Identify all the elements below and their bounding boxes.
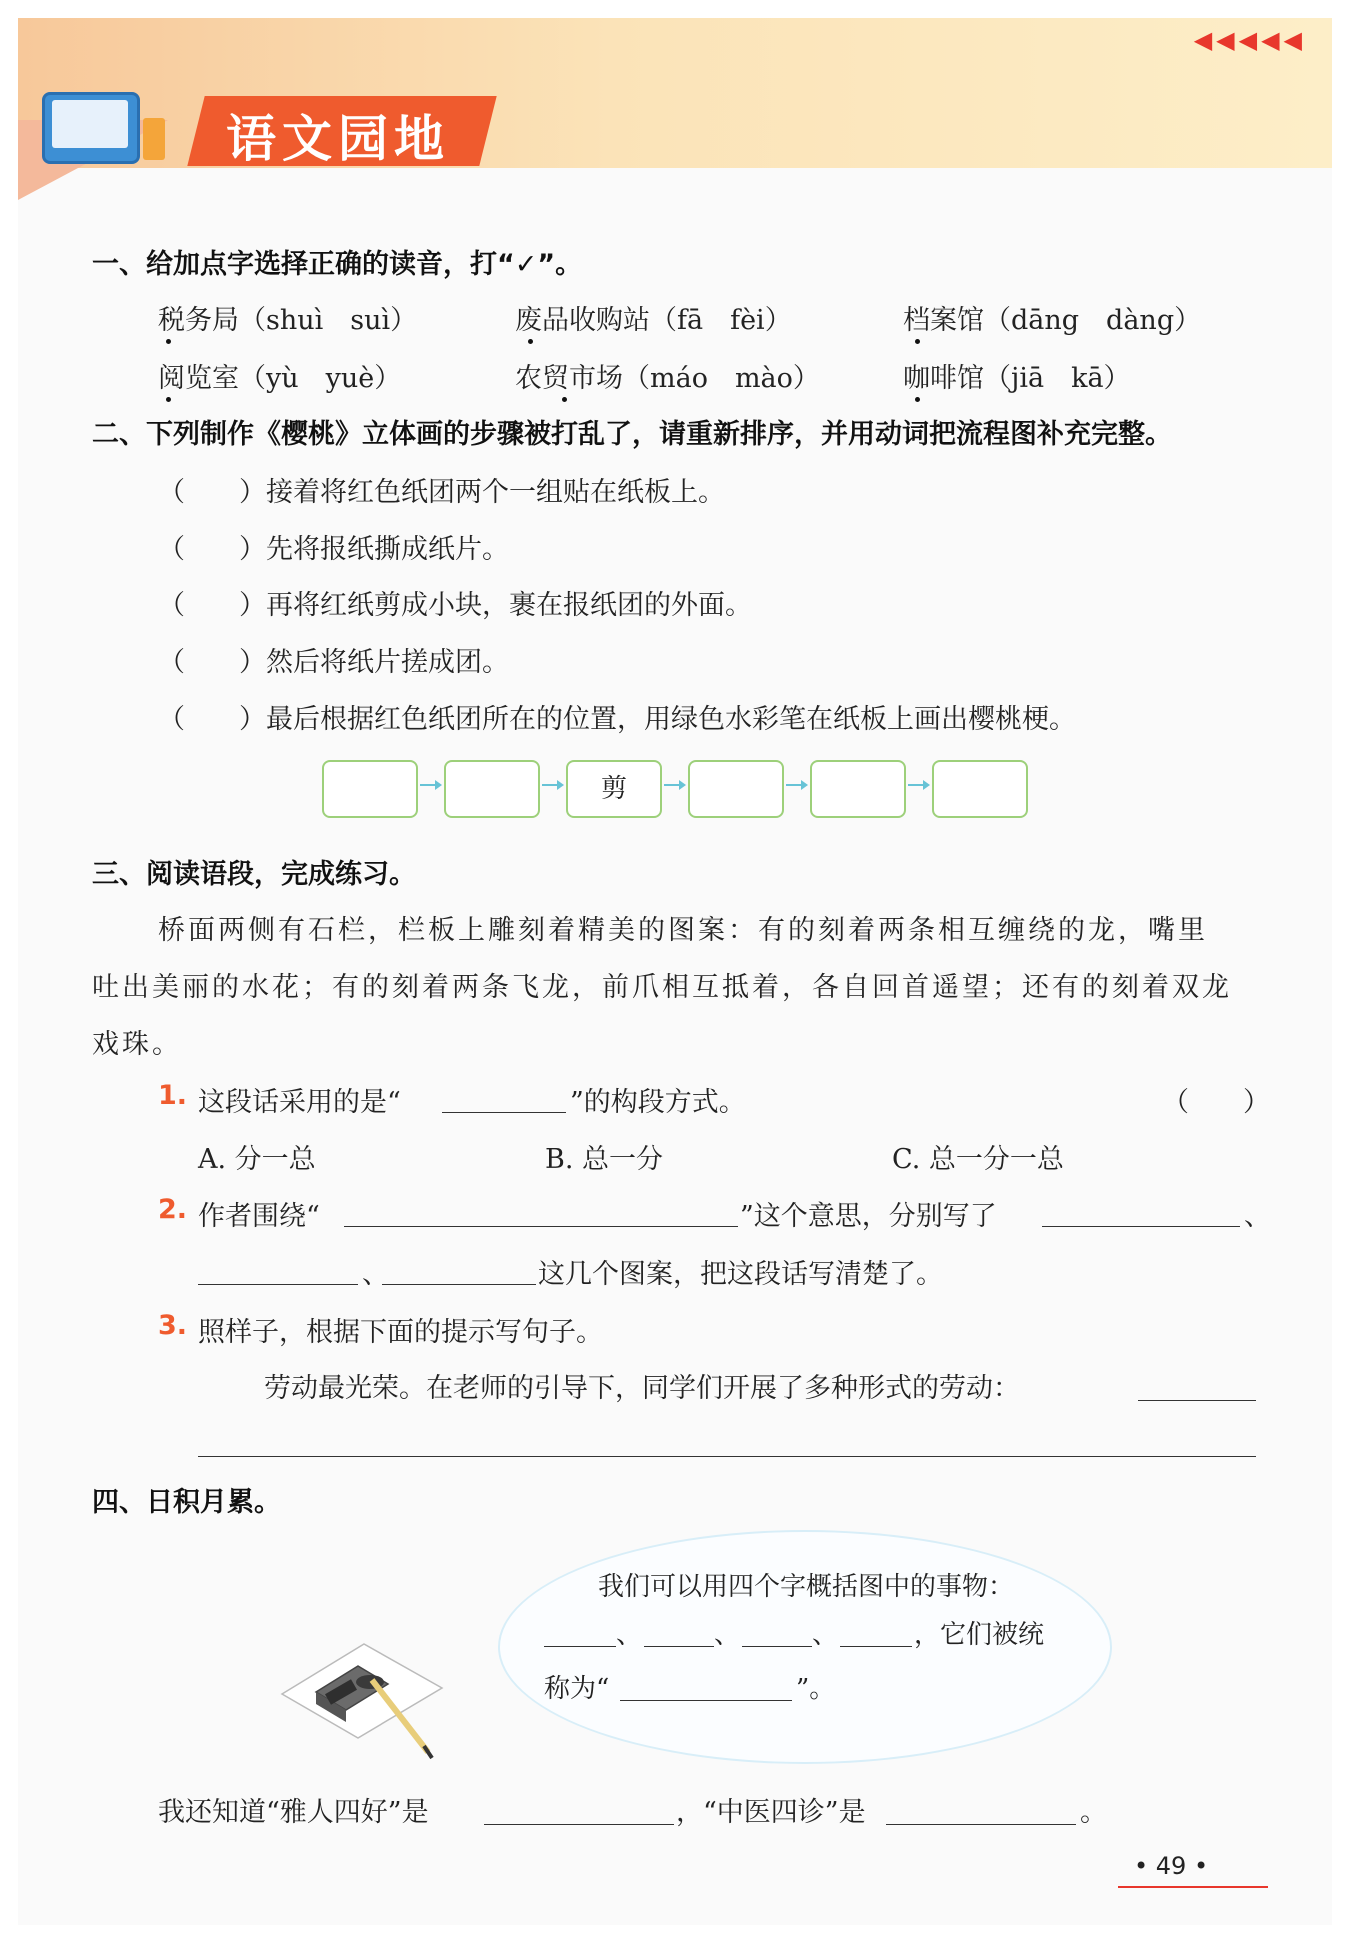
s1-item: 税务局（shuì suì）: [158, 305, 418, 336]
flow-arrow-icon: [664, 784, 682, 786]
bubble-blank[interactable]: [742, 1646, 812, 1647]
section-3-heading: 三、阅读语段，完成练习。: [92, 859, 416, 890]
page-title: 语文园地: [226, 110, 450, 168]
emphasis-dot: [528, 339, 533, 344]
flow-box[interactable]: [810, 760, 906, 818]
s1-item: 农贸市场（máo mào）: [515, 363, 820, 394]
pen-holder-icon: [143, 118, 165, 160]
last-blank[interactable]: [886, 1824, 1076, 1825]
bubble-sep: 、: [812, 1620, 839, 1650]
bubble-sep: 、: [616, 1620, 643, 1650]
q1-text-a: 这段话采用的是“: [198, 1087, 401, 1118]
option-a: A. 分一总: [198, 1144, 316, 1175]
bubble-text: 它们被统: [940, 1620, 1045, 1650]
section-2-heading: 二、下列制作《樱桃》立体画的步骤被打乱了，请重新排序，并用动词把流程图补充完整。: [92, 419, 1172, 450]
flow-box[interactable]: [688, 760, 784, 818]
last-blank[interactable]: [484, 1824, 674, 1825]
q1-text-b: ”的构段方式。: [570, 1087, 746, 1118]
step-item: （ ）接着将红色纸团两个一组贴在纸板上。: [158, 477, 725, 508]
q2-blank[interactable]: [198, 1284, 358, 1285]
s1-item: 档案馆（dāng dàng）: [903, 305, 1202, 336]
paragraph-line: 桥面两侧有石栏，栏板上雕刻着精美的图案：有的刻着两条相互缠绕的龙，嘴里: [158, 915, 1208, 946]
flow-box: 剪: [566, 760, 662, 818]
inkstone-brush-illustration: [272, 1632, 452, 1762]
bubble-blank[interactable]: [644, 1646, 714, 1647]
emphasis-dot: [562, 397, 567, 402]
option-c: C. 总一分一总: [892, 1144, 1064, 1175]
flow-box[interactable]: [932, 760, 1028, 818]
flow-box[interactable]: [444, 760, 540, 818]
page-number-underline: [1118, 1886, 1268, 1888]
flow-arrow-icon: [908, 784, 926, 786]
bubble-text: 称为“: [544, 1674, 610, 1704]
bubble-text: 我们可以用四个字概括图中的事物：: [598, 1572, 1015, 1602]
flow-arrow-icon: [542, 784, 560, 786]
paragraph-line: 吐出美丽的水花；有的刻着两条飞龙，前爪相互抵着，各自回首遥望；还有的刻着双龙: [92, 972, 1232, 1003]
emphasis-dot: [915, 339, 920, 344]
s1-item: 废品收购站（fā fèi）: [515, 305, 792, 336]
q3-example: 劳动最光荣。在老师的引导下，同学们开展了多种形式的劳动：: [264, 1373, 1020, 1404]
emphasis-dot: [166, 339, 171, 344]
step-item: （ ）最后根据红色纸团所在的位置，用绿色水彩笔在纸板上画出樱桃梗。: [158, 704, 1076, 735]
laptop-screen-icon: [52, 100, 128, 148]
question-number: 3.: [158, 1310, 188, 1341]
q3-answer-line[interactable]: [198, 1456, 1256, 1457]
flow-arrow-icon: [786, 784, 804, 786]
q2-text-e: 这几个图案，把这段话写清楚了。: [538, 1259, 943, 1290]
bubble-sep: 、: [714, 1620, 741, 1650]
page-number: • 49 •: [1134, 1852, 1209, 1880]
arrow-decoration-icon: ◀◀◀◀◀: [1193, 26, 1306, 54]
step-item: （ ）先将报纸撕成纸片。: [158, 534, 509, 565]
s1-item: 咖啡馆（jiā kā）: [903, 363, 1131, 394]
q2-text-a: 作者围绕“: [198, 1201, 320, 1232]
bubble-blank[interactable]: [840, 1646, 912, 1647]
step-item: （ ）再将红纸剪成小块，裹在报纸团的外面。: [158, 590, 752, 621]
bubble-sep: ，: [914, 1620, 941, 1650]
last-line-c: 。: [1080, 1797, 1107, 1828]
last-line-b: ，“中医四诊”是: [676, 1797, 866, 1828]
q2-sep: 、: [1244, 1201, 1271, 1232]
option-b: B. 总一分: [545, 1144, 664, 1175]
question-number: 1.: [158, 1080, 188, 1111]
q2-blank[interactable]: [382, 1284, 536, 1285]
flow-box[interactable]: [322, 760, 418, 818]
emphasis-dot: [915, 397, 920, 402]
bubble-text: ”。: [796, 1674, 836, 1704]
q1-blank[interactable]: [442, 1112, 566, 1113]
section-1-heading: 一、给加点字选择正确的读音，打“✓”。: [92, 249, 583, 280]
question-number: 2.: [158, 1194, 188, 1225]
bubble-blank[interactable]: [544, 1646, 616, 1647]
emphasis-dot: [166, 397, 171, 402]
s1-item: 阅览室（yù yuè）: [158, 363, 402, 394]
bubble-blank[interactable]: [620, 1700, 792, 1701]
q3-blank[interactable]: [1138, 1400, 1256, 1401]
q2-blank[interactable]: [344, 1226, 738, 1227]
q2-text-b: ”这个意思，分别写了: [740, 1201, 997, 1232]
paragraph-line: 戏珠。: [92, 1029, 182, 1060]
section-4-heading: 四、日积月累。: [92, 1487, 281, 1518]
q2-blank[interactable]: [1042, 1226, 1240, 1227]
answer-paren[interactable]: （ ）: [1162, 1087, 1270, 1118]
step-item: （ ）然后将纸片搓成团。: [158, 647, 509, 678]
flow-arrow-icon: [420, 784, 438, 786]
q3-prompt: 照样子，根据下面的提示写句子。: [198, 1317, 603, 1348]
last-line-a: 我还知道“雅人四好”是: [158, 1797, 429, 1828]
q2-sep: 、: [362, 1259, 389, 1290]
